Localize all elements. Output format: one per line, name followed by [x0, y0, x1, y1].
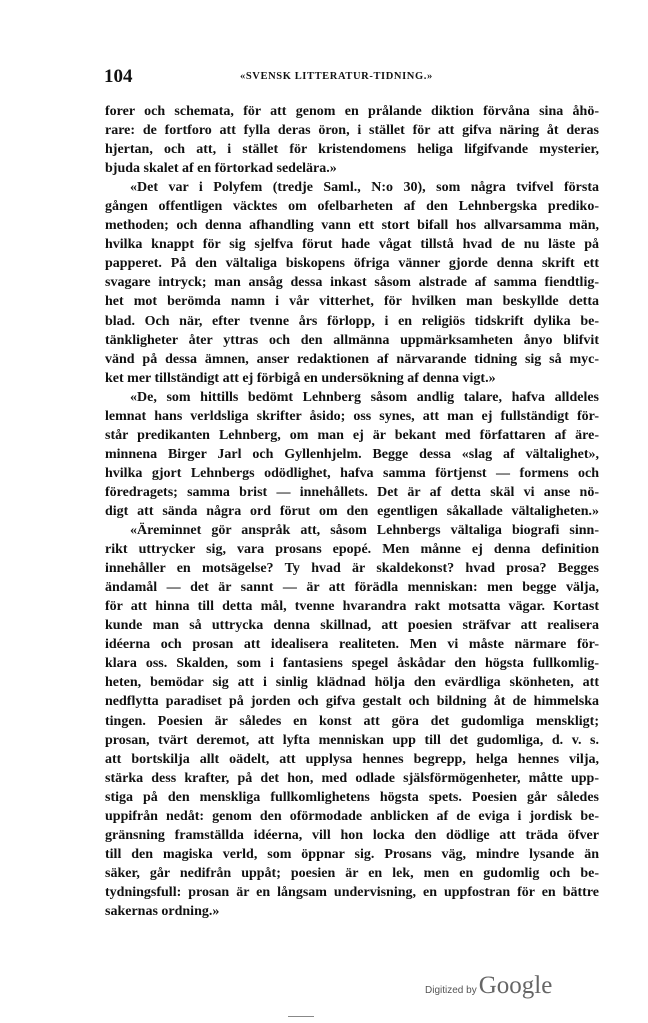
text-line: gången offentligen väcktes om ofelbarheten af den Lehnbergska prediko- — [105, 199, 599, 215]
text-line: «Det var i Polyfem (tredje Saml., N:o 30), som några tvifvel första — [130, 180, 599, 196]
text-line: innehåller en motsägelse? Ty hvad är skaldekonst? hvad prosa? Begges — [105, 561, 599, 577]
text-line: lemnat hans verldsliga skrifter åsido; oss synes, att man ej fullständigt för- — [105, 408, 599, 424]
text-line: föredragets; samma brist — innehållets. Det är af detta skäl vi anse nö- — [105, 484, 599, 500]
text-line: till den magiska verld, som öppnar sig. Prosans väg, mindre lysande än — [105, 846, 599, 862]
text-line: hvilka gjort Lehnbergs odödlighet, hafva samma förtjenst — formens och — [105, 465, 599, 481]
text-line: vänd på dessa ämnen, anser redaktionen af närvarande tidning sig så myc- — [105, 351, 599, 367]
text-line: att bortskilja allt oädelt, att upplysa hennes begrepp, helga hennes vilja, — [105, 751, 599, 767]
text-line: hjertan, och att, i stället för kristendomens heliga lifgifvande mysterier, — [105, 142, 599, 158]
text-line: ket mer tillständigt att ej förbigå en undersökning af denna vigt.» — [105, 370, 496, 386]
text-line: stärka dess krafter, på det hon, med odlade själsförmögenheter, måtte upp- — [105, 770, 599, 786]
text-line: klara oss. Skalden, som i fantasiens spegel åskådar den högsta fullkomlig- — [105, 656, 599, 672]
text-line: står predikanten Lehnberg, om man ej är bekant med författaren af äre- — [105, 427, 599, 443]
running-title: «SVENSK LITTERATUR-TIDNING.» — [240, 71, 433, 82]
text-line: bjuda skalet af en förtorkad sedelära.» — [105, 161, 337, 177]
text-line: het mot berömda namn i vår vitterhet, för hvilken man beskyllde detta — [105, 294, 599, 310]
text-line: «De, som hittills bedömt Lehnberg såsom andlig talare, hafva alldeles — [130, 389, 599, 405]
text-line: rare: de fortforo att fylla deras öron, i stället för att gifva näring åt deras — [105, 123, 599, 139]
google-logo: Google — [478, 972, 553, 999]
text-line: ändamål — det är sannt — är att förädla menniskan: men begge välja, — [105, 580, 599, 596]
text-line: heten, bemödar sig att i sinlig klädnad hölja den evärdliga skönheten, att — [105, 675, 599, 691]
text-line: idéerna och prosan att idealisera realiteten. Men vi måste närmare för- — [105, 637, 599, 653]
text-line: tydningsfull: prosan är en långsam undervisning, en uppfostran för en bättre — [105, 884, 599, 900]
text-line: forer och schemata, för att genom en prålande diktion förvåna sina åhö- — [105, 104, 599, 119]
google-watermark — [425, 972, 552, 1000]
text-line: svagare intryck; man ansåg dessa inkast såsom alstrade af samma fiendtlig- — [105, 275, 599, 291]
text-line: tingen. Poesien är således en konst att göra det gudomliga menskligt; — [105, 713, 599, 729]
text-line: hvilka knappt för sig sjelfva förut hade vågat tillstå hvad de nu läste på — [105, 237, 599, 253]
text-line: papperet. På den vältaliga biskopens öfriga vänner gjorde denna skrift ett — [105, 256, 599, 272]
text-line: methoden; och denna afhandling vann ett stort bifall hos allvarsamma män, — [105, 218, 599, 234]
watermark-prefix: Digitized by — [425, 985, 477, 996]
page-number: 104 — [104, 66, 133, 87]
text-line: minnena Birger Jarl och Gyllenhjelm. Begge dessa «slag af vältalighet», — [105, 446, 599, 462]
text-line: rikt uttrycker sig, vara prosans epopé. Men månne ej denna definition — [105, 542, 599, 558]
text-line: blad. Och när, efter tvenne års förlopp, i en religiös tidskrift dylika be- — [105, 313, 599, 329]
text-line: tänkligheter åter yttras och den allmänna uppmärksamheten ånyo blifvit — [105, 332, 599, 348]
text-line: nedflytta paradiset på jorden och gifva gestalt och bildning åt de himmelska — [105, 694, 599, 710]
body-text — [105, 102, 599, 921]
text-line: digt att sända några ord förut om den egentligen såkallade vältaligheten.» — [105, 503, 599, 519]
text-line: säker, går nedifrån uppåt; poesien är en lek, men en gudomlig och be- — [105, 865, 599, 881]
text-line: gränsning framställda idéerna, vill hon locka den dödlige att träda öfver — [105, 827, 599, 843]
text-line: sakernas ordning.» — [105, 903, 220, 919]
text-line: uppifrån nedåt: genom den oförmodade anblicken af de eviga i jordisk be- — [105, 808, 599, 824]
bottom-mark — [288, 1016, 314, 1017]
text-line: prosan, tvärt deremot, att lyfta menniskan upp till det gudomliga, d. v. s. — [105, 732, 599, 748]
text-line: «Äreminnet gör anspråk att, såsom Lehnbergs vältaliga biografi sinn- — [130, 523, 599, 539]
text-line: kunde man så uttrycka denna skillnad, att poesien sträfvar att realisera — [105, 618, 599, 634]
text-line: för att hinna till detta mål, tvenne hvarandra rakt motsatta vägar. Kortast — [105, 599, 599, 615]
text-line: stiga på den menskliga fullkomlighetens högsta spets. Poesien går således — [105, 789, 599, 805]
